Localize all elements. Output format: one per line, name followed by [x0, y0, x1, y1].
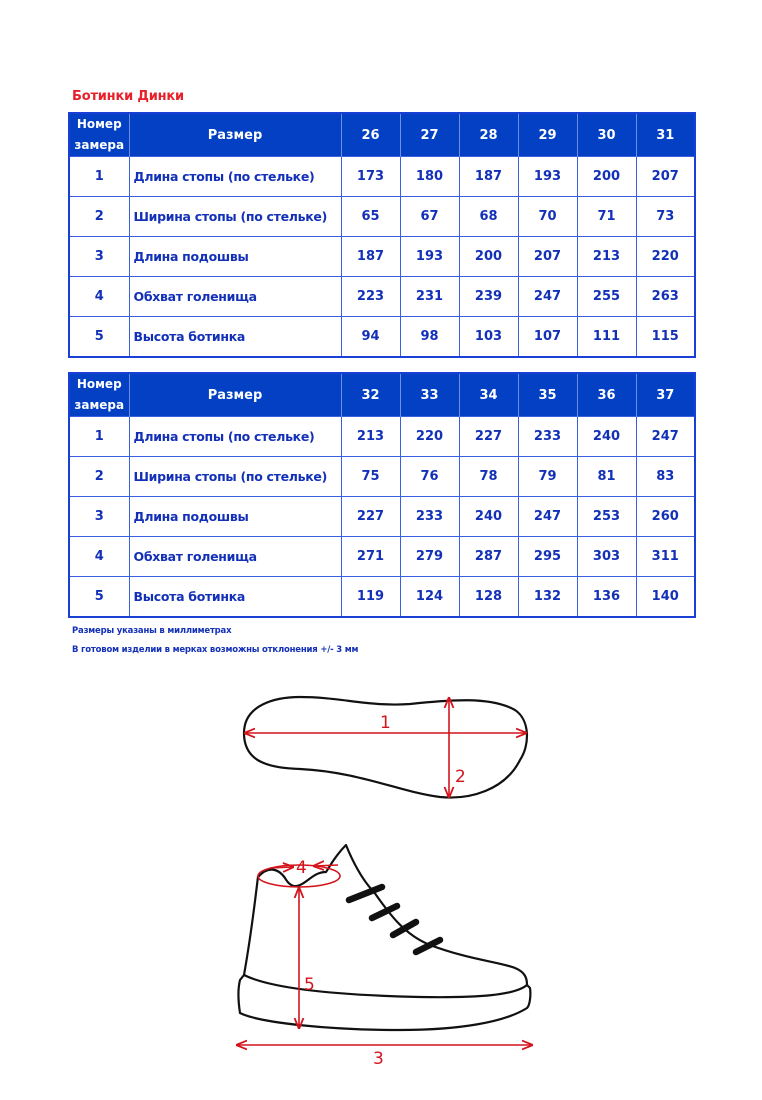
measure-value: 247 [518, 497, 577, 537]
measure-value: 79 [518, 457, 577, 497]
measure-value: 200 [577, 157, 636, 197]
measure-value: 76 [400, 457, 459, 497]
measure-value: 78 [459, 457, 518, 497]
measure-value: 94 [341, 317, 400, 358]
size-header: Размер [129, 373, 341, 417]
measure-value: 220 [636, 237, 695, 277]
measure-value: 67 [400, 197, 459, 237]
measure-value: 70 [518, 197, 577, 237]
measure-value: 247 [636, 417, 695, 457]
note-tolerance: В готовом изделии в мерках возможны отклонения +/- 3 мм [72, 645, 359, 655]
measure-value: 75 [341, 457, 400, 497]
measure-value: 287 [459, 537, 518, 577]
measure-value: 220 [400, 417, 459, 457]
measure-number: 5 [69, 317, 129, 358]
measure-value: 200 [459, 237, 518, 277]
measure-value: 240 [577, 417, 636, 457]
size-column-header: 31 [636, 113, 695, 157]
measure-4-arrow-left [270, 867, 293, 868]
note-units: Размеры указаны в миллиметрах [72, 626, 232, 636]
measure-number: 3 [69, 497, 129, 537]
measure-value: 132 [518, 577, 577, 618]
measure-label: Ширина стопы (по стельке) [129, 457, 341, 497]
measure-value: 233 [400, 497, 459, 537]
measure-4-label: 4 [296, 858, 307, 878]
measure-value: 71 [577, 197, 636, 237]
measure-value: 111 [577, 317, 636, 358]
measure-value: 193 [518, 157, 577, 197]
measure-value: 207 [518, 237, 577, 277]
size-header: Размер [129, 113, 341, 157]
measure-value: 81 [577, 457, 636, 497]
measure-value: 213 [341, 417, 400, 457]
size-column-header: 26 [341, 113, 400, 157]
page-title: Ботинки Динки [72, 89, 184, 104]
measure-value: 124 [400, 577, 459, 618]
measure-value: 233 [518, 417, 577, 457]
measure-value: 115 [636, 317, 695, 358]
measure-value: 227 [341, 497, 400, 537]
measure-value: 187 [459, 157, 518, 197]
measure-value: 271 [341, 537, 400, 577]
measure-label: Длина стопы (по стельке) [129, 417, 341, 457]
measure-value: 255 [577, 277, 636, 317]
measure-number: 2 [69, 197, 129, 237]
measure-label: Длина стопы (по стельке) [129, 157, 341, 197]
measure-value: 231 [400, 277, 459, 317]
measure-value: 279 [400, 537, 459, 577]
measure-value: 83 [636, 457, 695, 497]
measure-value: 207 [636, 157, 695, 197]
size-column-header: 30 [577, 113, 636, 157]
measure-2-label: 2 [455, 767, 466, 787]
measure-label: Ширина стопы (по стельке) [129, 197, 341, 237]
measure-value: 73 [636, 197, 695, 237]
measure-value: 263 [636, 277, 695, 317]
measure-label: Длина подошвы [129, 497, 341, 537]
measure-value: 187 [341, 237, 400, 277]
measure-number: 5 [69, 577, 129, 618]
size-column-header: 32 [341, 373, 400, 417]
measure-value: 103 [459, 317, 518, 358]
measure-value: 173 [341, 157, 400, 197]
measure-number-header: Номер замера [69, 373, 129, 417]
size-column-header: 36 [577, 373, 636, 417]
measure-5-label: 5 [304, 975, 315, 995]
measure-value: 253 [577, 497, 636, 537]
size-column-header: 35 [518, 373, 577, 417]
size-column-header: 34 [459, 373, 518, 417]
measure-number: 4 [69, 537, 129, 577]
measure-label: Обхват голенища [129, 537, 341, 577]
measure-4-arrow-right [314, 865, 338, 866]
size-column-header: 28 [459, 113, 518, 157]
measure-label: Длина подошвы [129, 237, 341, 277]
measure-3-label: 3 [373, 1049, 384, 1069]
measure-value: 136 [577, 577, 636, 618]
measure-value: 247 [518, 277, 577, 317]
measure-value: 128 [459, 577, 518, 618]
size-column-header: 27 [400, 113, 459, 157]
measure-value: 227 [459, 417, 518, 457]
size-column-header: 33 [400, 373, 459, 417]
measure-number-header: Номер замера [69, 113, 129, 157]
measure-number: 4 [69, 277, 129, 317]
measure-number: 3 [69, 237, 129, 277]
measure-value: 303 [577, 537, 636, 577]
measure-value: 180 [400, 157, 459, 197]
measure-number: 1 [69, 417, 129, 457]
measure-value: 213 [577, 237, 636, 277]
measure-value: 119 [341, 577, 400, 618]
measure-value: 65 [341, 197, 400, 237]
measure-value: 193 [400, 237, 459, 277]
measure-value: 260 [636, 497, 695, 537]
measure-value: 240 [459, 497, 518, 537]
measure-value: 223 [341, 277, 400, 317]
measure-value: 68 [459, 197, 518, 237]
measure-value: 107 [518, 317, 577, 358]
measure-value: 140 [636, 577, 695, 618]
size-column-header: 29 [518, 113, 577, 157]
measure-value: 295 [518, 537, 577, 577]
size-column-header: 37 [636, 373, 695, 417]
measure-label: Высота ботинка [129, 577, 341, 618]
measure-number: 1 [69, 157, 129, 197]
measure-1-label: 1 [380, 713, 391, 733]
measure-number: 2 [69, 457, 129, 497]
measure-value: 98 [400, 317, 459, 358]
measure-value: 239 [459, 277, 518, 317]
measure-label: Высота ботинка [129, 317, 341, 358]
boot-outline [239, 845, 531, 1030]
measure-label: Обхват голенища [129, 277, 341, 317]
measure-value: 311 [636, 537, 695, 577]
